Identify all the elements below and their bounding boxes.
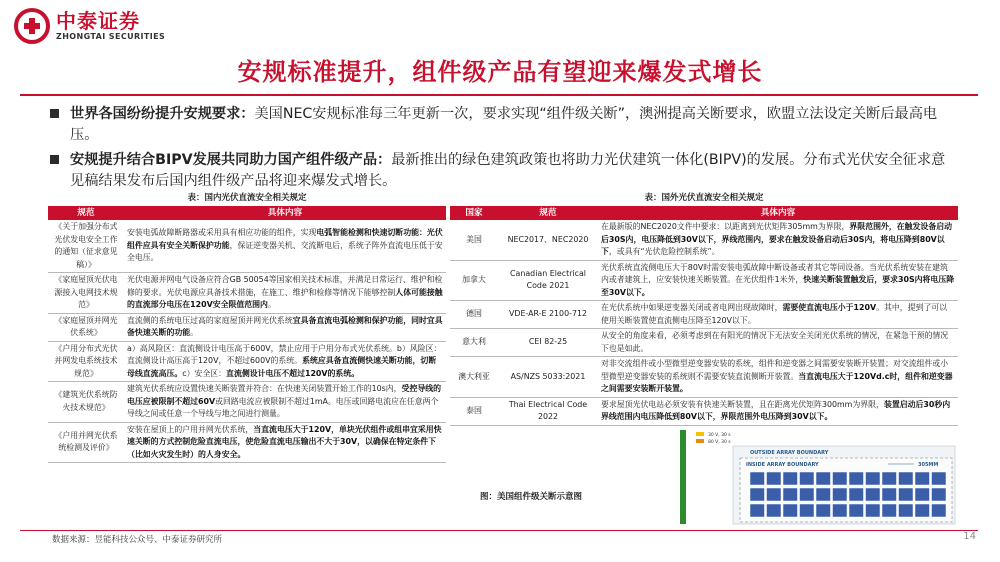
solar-panel — [767, 504, 782, 517]
solar-panel — [932, 472, 947, 485]
solar-panel — [783, 472, 798, 485]
regulation-content — [124, 382, 446, 423]
regulation-content — [598, 301, 958, 329]
table-row — [48, 382, 446, 423]
solar-panel — [849, 488, 864, 501]
solar-panel — [800, 504, 815, 517]
solar-panel — [915, 504, 930, 517]
content-text: c）安全区： — [182, 368, 227, 378]
solar-panel — [866, 472, 881, 485]
solar-panel — [800, 488, 815, 501]
table-row — [48, 220, 446, 273]
content-text: 从安全的角度来看，必须考虑到在有阳光的情况下无法安全关闭光伏系统的情况，在紧急干预的情况下也是如此。 — [601, 331, 949, 353]
bullet-heading: 世界各国纷纷提升安规要求： — [70, 106, 255, 122]
regulation-name: 《建筑光伏系统防火技术规范》 — [48, 382, 124, 423]
country-name: 澳大利亚 — [450, 357, 498, 398]
solar-panel — [932, 504, 947, 517]
solar-panel — [915, 472, 930, 485]
bullet-list — [70, 104, 950, 196]
country-name: 加拿大 — [450, 260, 498, 301]
country-name: 意大利 — [450, 329, 498, 357]
solar-panel — [882, 472, 897, 485]
table-row — [450, 357, 958, 398]
regulation-name: CEI 82-25 — [498, 329, 598, 357]
bullet-text: 美国NEC安规标准每三年更新一次，要求实现“组件级关断”，澳洲提高关断要求，欧盟立法设定关断后最高电压。 — [70, 106, 938, 143]
content-text: 安装在屋顶上的户用并网光伏系统， — [127, 424, 254, 434]
content-text: ，保证逆变器关机、交流断电后，系统子阵外直流电压低于安全电压。 — [127, 240, 443, 263]
slide-title: 安规标准提升，组件级产品有望迎来爆发式增长 — [237, 58, 763, 86]
table-header-row — [450, 206, 958, 220]
emphasized-text: 宜具备直流电弧检测和保护功能，同时宜具备快速关断的功能 — [127, 315, 443, 337]
regulation-content — [598, 329, 958, 357]
square-bullet-icon — [50, 155, 59, 164]
regulation-name: Canadian Electrical Code 2021 — [498, 260, 598, 301]
solar-panel — [767, 488, 782, 501]
regulation-content — [124, 273, 446, 314]
emphasized-text: 装置启动后30秒内界线范围内电压降低到80V以下，界限范围外电压降到30V以下。 — [601, 399, 951, 421]
content-text: 。其中，提到了可以使用关断装置使直流侧电压降至120V以下。 — [601, 303, 948, 325]
regulation-name: Thai Electrical Code 2022 — [498, 397, 598, 425]
solar-panel — [833, 504, 848, 517]
regulation-name: 《户用分布式光伏并网发电系统技术规范》 — [48, 341, 124, 382]
content-text: 安装电弧故障断路器或采用具有相应功能的组件，实现 — [127, 228, 317, 238]
content-text: 在最新版的NEC2020文件中要求：以距离到光伏矩阵305mm为界限， — [601, 222, 850, 231]
regulation-name: NEC2017、NEC2020 — [498, 220, 598, 260]
legend-30v-label: 30 V, 30 s — [708, 433, 731, 438]
regulation-name: AS/NZS 5033:2021 — [498, 357, 598, 398]
content-text: b）风险区：直流侧设计高压高于120V，不超过600V的系统。 — [127, 343, 442, 365]
content-text: 或回路电流应被限制不超过1mA。电压或回路电流应在任意两个导线之间或任意一个导线与地之间进行测量。 — [127, 396, 439, 418]
content-text: a）高风险区：直流侧设计电压高于600V，禁止应用于户用分布式光伏系统。 — [127, 343, 397, 353]
emphasized-text: 受控导线的电压应被限制不超过60V — [127, 384, 442, 406]
regulation-name: 《家庭屋顶光伏电源接入电网技术规范》 — [48, 273, 124, 314]
regulation-content — [598, 357, 958, 398]
figure-caption: 图：美国组件级关断示意图 — [480, 492, 583, 502]
content-text: 对非交流组件或小型微型逆变器安装的系统，组件和逆变器之间需要安装断开装置；对交流组件或小型微型逆变器安装的系统则不需要安装直流侧断开装置。 — [601, 359, 949, 381]
solar-panel — [899, 488, 914, 501]
solar-panel — [866, 504, 881, 517]
column-header: 国家 — [450, 206, 498, 220]
solar-panel — [899, 472, 914, 485]
solar-panel — [833, 472, 848, 485]
outside-boundary-label: OUTSIDE ARRAY BOUNDARY — [750, 450, 829, 456]
inside-boundary-label: INSIDE ARRAY BOUNDARY — [746, 462, 819, 468]
table-row — [450, 329, 958, 357]
content-text: ，或具有“光伏危险控制系统”。 — [608, 247, 720, 256]
legend-80v-label: 80 V, 30 s — [708, 440, 731, 445]
solar-panel — [849, 472, 864, 485]
regulation-name: VDE-AR-E 2100-712 — [498, 301, 598, 329]
legend-80v-swatch — [696, 439, 704, 443]
domestic-regulations-table — [48, 206, 446, 463]
module-level-shutdown-diagram — [678, 428, 958, 526]
table-row — [48, 313, 446, 341]
regulation-content — [598, 220, 958, 260]
content-text: 。 — [190, 328, 199, 337]
emphasized-text: 当直流电压大于120Vd.c时，组件和逆变器之间需要安装断开装置。 — [601, 371, 953, 393]
content-text: 建筑光伏系统应设置快速关断装置并符合：在快速关闭装置开始工作的10s内， — [127, 384, 402, 393]
table-row — [450, 260, 958, 301]
content-text: 光伏系统直流侧电压大于80V时需安装电弧故障中断设备或者其它等同设备。当光伏系统安装在建筑内或者建筑上，应安装快速关断装置。在光伏组件1米外， — [601, 262, 948, 284]
solar-panel — [816, 504, 831, 517]
emphasized-text: 系统应具备直流侧快速关断功能，切断母线直流高压。 — [127, 356, 437, 378]
bullet-item — [70, 104, 950, 146]
solar-panel — [932, 488, 947, 501]
foreign-regulations-table — [450, 206, 958, 426]
solar-panel — [849, 504, 864, 517]
solar-panel — [816, 472, 831, 485]
regulation-content — [598, 397, 958, 425]
emphasized-text: 界限范围外，在触发设备启动后30S内，电压降低到30V以下，界线范围内，要求在触发设备启动后30S内，将电压降到80V以下 — [601, 222, 952, 256]
emphasized-text: 当直流电压大于120V，单块光伏组件或组串宜采用快速关断的方式控制危险直流电压，使危险直流电压输出不大于30V，以确保在特定条件下（比如火灾发生时）的人身安全。 — [127, 424, 442, 459]
emphasized-text: 直流侧设计电压不超过120V的系统。 — [226, 368, 360, 378]
solar-panel — [882, 488, 897, 501]
boundary-bar — [680, 430, 686, 524]
regulation-content — [598, 260, 958, 301]
domestic-table-caption: 表：国内光伏直流安全相关规定 — [187, 193, 307, 203]
column-header: 具体内容 — [598, 206, 958, 220]
table-header-row — [48, 206, 446, 220]
solar-panel — [783, 488, 798, 501]
foreign-table-caption: 表：国外光伏直流安全相关规定 — [644, 193, 764, 203]
regulation-content — [124, 220, 446, 273]
solar-panel — [915, 488, 930, 501]
footer-divider — [20, 530, 978, 531]
solar-panel — [750, 488, 765, 501]
solar-panel — [767, 472, 782, 485]
company-logo — [14, 6, 165, 46]
data-source: 数据来源：昱能科技公众号、中泰证券研究所 — [52, 535, 223, 545]
emphasized-text: 人体可能接触的直流部分电压在120V安全限值范围内 — [127, 287, 443, 309]
country-name: 德国 — [450, 301, 498, 329]
square-bullet-icon — [50, 109, 59, 118]
table-row — [48, 273, 446, 314]
table-row — [48, 422, 446, 463]
solar-panel — [866, 488, 881, 501]
bullet-text: 最新推出的绿色建筑政策也将助力光伏建筑一体化(BIPV)的发展。分布式光伏安全征求意见稿结果发布后国内组件级产品将迎来爆发式增长。 — [70, 152, 946, 189]
legend-30v-swatch — [696, 432, 704, 436]
page-number: 14 — [963, 531, 976, 542]
solar-panel — [833, 488, 848, 501]
content-text: 光伏电源并网电气设备应符合GB 50054等国家相关技术标准，并满足日常运行、维护和检修的要求。光伏电源应具备技术措施，在施工、维护和检修等情况下能够控制 — [127, 275, 443, 297]
solar-panel — [899, 504, 914, 517]
bullet-heading: 安规提升结合BIPV发展共同助力国产组件级产品： — [70, 152, 392, 168]
bullet-item — [70, 150, 950, 192]
zhongtai-logo-icon — [14, 8, 50, 44]
content-text: 在光伏系统中如果逆变器关闭或者电网出现故障时， — [601, 303, 783, 312]
regulation-content — [124, 422, 446, 463]
regulation-name: 《关于加强分布式光伏发电安全工作的通知（征求意见稿）》 — [48, 220, 124, 273]
emphasized-text: 电弧智能检测和快速切断功能：光伏组件应具有安全关断保护功能 — [127, 228, 443, 250]
table-row — [450, 301, 958, 329]
solar-panel — [816, 488, 831, 501]
distance-label: 305MM — [918, 462, 939, 468]
country-name: 美国 — [450, 220, 498, 260]
country-name: 泰国 — [450, 397, 498, 425]
column-header: 规范 — [498, 206, 598, 220]
regulation-content — [124, 313, 446, 341]
content-text: 。 — [267, 300, 276, 309]
emphasized-text: 快速关断装置触发后，要求30S内将电压降至30V以下。 — [601, 275, 955, 297]
table-row — [48, 341, 446, 382]
regulation-name: 《户用并网光伏系统检测及评价》 — [48, 422, 124, 463]
solar-panel — [750, 472, 765, 485]
regulation-name: 《家庭屋顶并网光伏系统》 — [48, 313, 124, 341]
solar-panel — [882, 504, 897, 517]
table-row — [450, 220, 958, 260]
regulation-content — [124, 341, 446, 382]
content-text: 要求屋顶光伏电站必须安装有快速关断装置，且在距离光伏矩阵300mm为界限， — [601, 399, 884, 409]
column-header: 具体内容 — [124, 206, 446, 220]
solar-panel — [783, 504, 798, 517]
emphasized-text: 需要使直流电压小于120V — [782, 303, 877, 312]
column-header: 规范 — [48, 206, 124, 220]
logo-english-name: ZHONGTAI SECURITIES — [56, 32, 166, 41]
solar-panel — [750, 504, 765, 517]
content-text: 直流侧的系统电压过高的家庭屋顶并网光伏系统 — [127, 315, 293, 325]
logo-chinese-name: 中泰证券 — [56, 9, 140, 33]
title-divider — [20, 94, 978, 96]
solar-panel — [800, 472, 815, 485]
table-row — [450, 397, 958, 425]
